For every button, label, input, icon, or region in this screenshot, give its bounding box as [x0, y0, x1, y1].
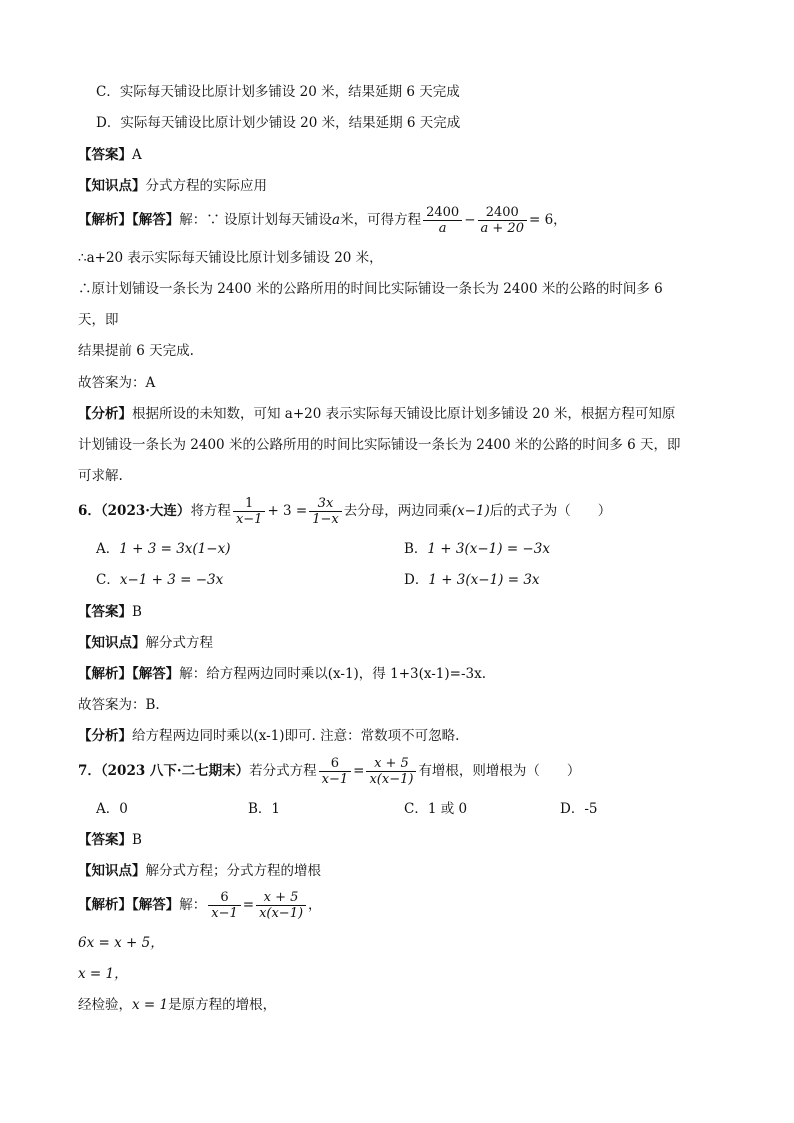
answer-tag: 【答案】 — [78, 604, 132, 620]
answer-tag: 【答案】 — [78, 832, 132, 848]
q7-solution-fraction-2: $\frac{x + 5}{x(x-1)}$ — [256, 890, 306, 921]
knowledge-tag: 【知识点】 — [78, 635, 146, 651]
minus-sign: − — [464, 212, 476, 228]
q5-answer — [78, 145, 142, 165]
q7-source: （2023 八下·二七期末） — [100, 763, 250, 779]
q5-fenxi-line2: 计划铺设一条长为 2400 米的公路所用的时间比实际铺设一条长为 2400 米的公路的时间多 6 天，即 — [78, 437, 681, 453]
q6-option-a-label: A． — [96, 541, 120, 557]
analysis-intro: 解： — [179, 897, 207, 913]
q7-step-2: x = 1， — [78, 966, 128, 982]
q6-option-c: x−1 + 3 = −3x — [119, 572, 224, 588]
q7-stem-a: 若分式方程 — [249, 763, 317, 779]
q7-solution-fraction-1: $\frac{6}{x-1}$ — [208, 890, 241, 921]
q5-knowledge-point — [78, 176, 267, 196]
analysis-tag: 【解析】【解答】 — [78, 212, 180, 228]
q6-multiplier: (x−1) — [451, 503, 490, 519]
q6-stem-b: 去分母，两边同乘 — [343, 503, 452, 519]
q5-option-d: D．实际每天铺设比原计划少铺设 20 米，结果延期 6 天完成 — [96, 115, 461, 131]
q6-knowledge-point — [78, 633, 213, 653]
q7-equals: = — [353, 763, 365, 779]
q7-stem-b: 有增根，则增根为（ ） — [418, 763, 581, 779]
answer-tag: 【答案】 — [78, 147, 132, 163]
answer-value: B — [132, 604, 142, 620]
q5-fenxi-line3: 可求解. — [78, 468, 123, 484]
q7-number: 7． — [78, 763, 101, 779]
answer-value: B — [132, 832, 142, 848]
q6-option-d: 1 + 3(x−1) = 3x — [428, 572, 540, 588]
q7-analysis — [78, 888, 322, 922]
analysis-mid: 米，可得方程 — [340, 212, 422, 228]
q7-step-3-a: 经检验， — [78, 997, 132, 1013]
q6-option-a: 1 + 3 = 3x(1−x) — [119, 541, 231, 557]
q5-line-cont: 天，即 — [78, 312, 119, 328]
fraction-2400-over-a: $\frac{2400}{a}$ — [423, 205, 462, 236]
q6-plus3: + 3 = — [267, 503, 308, 519]
q7-fraction-2: $\frac{x + 5}{x(x-1)}$ — [366, 756, 416, 787]
q6-analysis — [78, 664, 486, 684]
knowledge-value: 解分式方程 — [145, 635, 213, 651]
q6-option-b-label: B． — [404, 541, 428, 557]
q7-option-c: C．1 或 0 — [404, 801, 468, 817]
fenxi-tag: 【分析】 — [78, 406, 132, 422]
q6-answer — [78, 602, 142, 622]
q6-fenxi — [78, 726, 459, 746]
knowledge-value: 解分式方程；分式方程的增根 — [145, 863, 321, 879]
q7-option-a: A．0 — [96, 801, 128, 817]
q6-option-c-label: C． — [96, 572, 120, 588]
q7-step-3 — [78, 995, 276, 1015]
q6-number: 6． — [78, 503, 101, 519]
q7-step-3-math: x = 1 — [132, 997, 169, 1013]
q7-fraction-1: $\frac{6}{x-1}$ — [319, 756, 352, 787]
fenxi-value: 给方程两边同时乘以(x-1)即可. 注意：常数项不可忽略. — [132, 728, 460, 744]
knowledge-tag: 【知识点】 — [78, 178, 146, 194]
variable-a: a — [332, 212, 341, 228]
q7-stem — [78, 754, 580, 788]
q6-option-d-row — [404, 570, 540, 590]
q7-option-b: B．1 — [248, 801, 281, 817]
q6-option-d-label: D． — [404, 572, 429, 588]
q7-knowledge-point — [78, 861, 321, 881]
q6-option-b: 1 + 3(x−1) = −3x — [427, 541, 550, 557]
q7-solution-comma: ， — [308, 897, 322, 913]
fraction-2400-over-a-plus-20: $\frac{2400}{a + 20}$ — [478, 205, 527, 236]
q5-option-c: C．实际每天铺设比原计划多铺设 20 米，结果延期 6 天完成 — [96, 84, 460, 100]
knowledge-value: 分式方程的实际应用 — [145, 178, 267, 194]
q5-line-therefore-2: ∴原计划铺设一条长为 2400 米的公路所用的时间比实际铺设一条长为 2400 米的公路的时间多 6 — [78, 281, 663, 297]
q7-answer — [78, 830, 142, 850]
q6-source: （2023·大连） — [100, 503, 191, 519]
q6-stem — [78, 494, 611, 528]
q6-stem-a: 将方程 — [190, 503, 231, 519]
q5-line-final: 故答案为：A — [78, 375, 156, 391]
knowledge-tag: 【知识点】 — [78, 863, 146, 879]
fenxi-tag: 【分析】 — [78, 728, 132, 744]
analysis-tag: 【解析】【解答】 — [78, 897, 180, 913]
q6-fraction-2: $\frac{3x}{1-x}$ — [309, 496, 342, 527]
q7-step-3-b: 是原方程的增根， — [168, 997, 277, 1013]
q6-option-b-row — [404, 539, 550, 559]
q5-line-result: 结果提前 6 天完成. — [78, 343, 194, 359]
q5-line-therefore-1: ∴a+20 表示实际每天铺设比原计划多铺设 20 米， — [78, 250, 383, 266]
q6-options-row-2 — [96, 570, 223, 590]
analysis-value: 解：给方程两边同时乘以(x-1)，得 1+3(x-1)=-3x. — [179, 666, 487, 682]
q6-final: 故答案为：B. — [78, 697, 160, 713]
q6-options-row-1 — [96, 539, 230, 559]
q7-solution-equals: = — [242, 897, 255, 913]
equation-rhs: = 6， — [528, 212, 567, 228]
q7-option-d: D．-5 — [560, 801, 598, 817]
q5-analysis — [78, 203, 567, 237]
fenxi-text-1: 根据所设的未知数，可知 a+20 表示实际每天铺设比原计划多铺设 20 米，根据方程可知原 — [132, 406, 676, 422]
analysis-intro: 解：∵ 设原计划每天铺设 — [179, 212, 333, 228]
q6-fraction-1: $\frac{1}{x-1}$ — [233, 496, 266, 527]
answer-value: A — [132, 147, 142, 163]
q7-step-1: 6x = x + 5， — [78, 935, 164, 951]
q5-fenxi-line1 — [78, 404, 675, 424]
q6-stem-c: 后的式子为（ ） — [489, 503, 612, 519]
analysis-tag: 【解析】【解答】 — [78, 666, 180, 682]
